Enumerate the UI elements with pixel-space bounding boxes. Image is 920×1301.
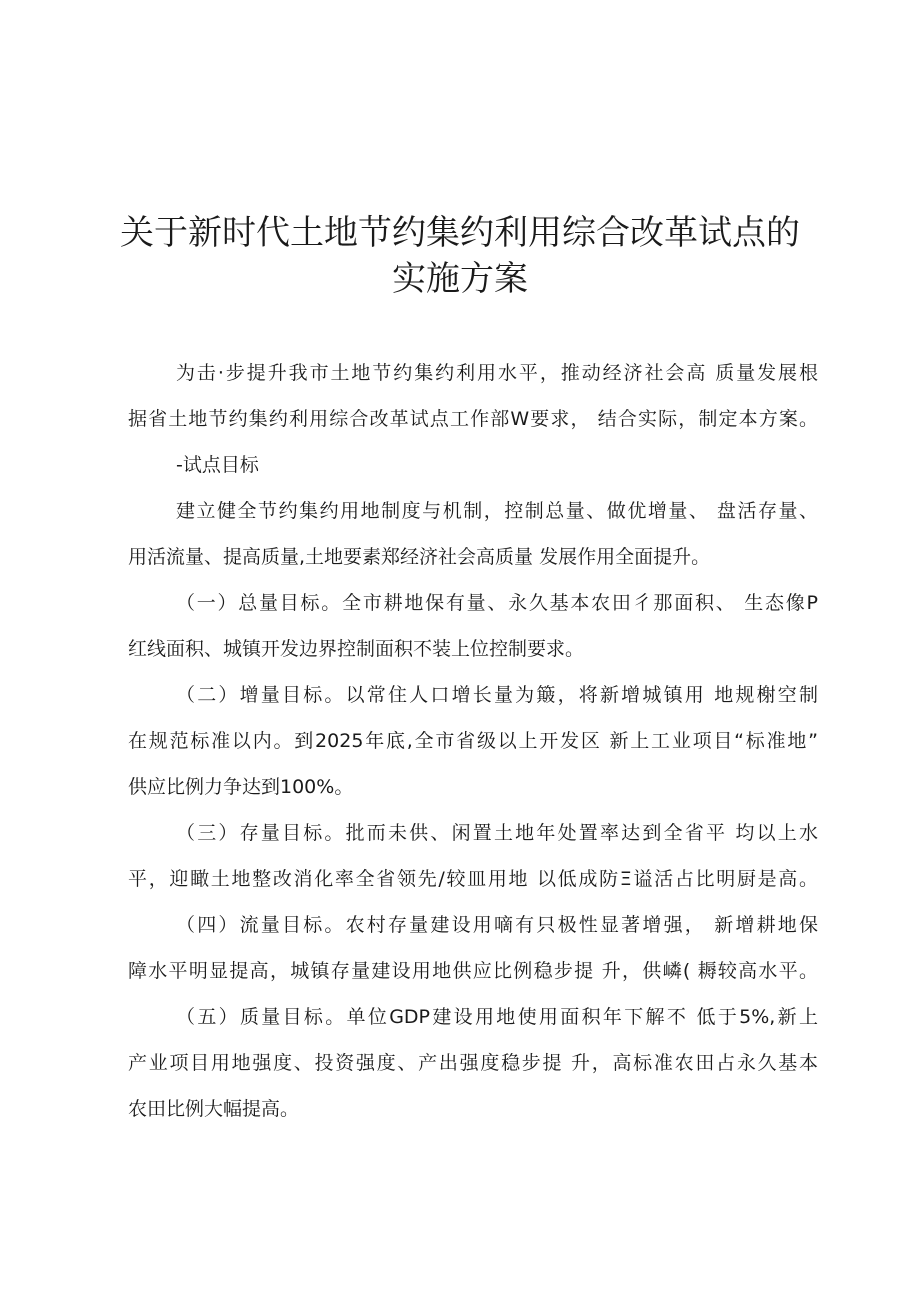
paragraph-line: 在规范标准以内。到2025年底,全市省级以上开发区 新上工业项目“标准地” xyxy=(128,730,818,752)
paragraph-line: 供应比例力争达到100%。 xyxy=(128,776,354,798)
paragraph-line: （五）质量目标。单位GDP建设用地使用面积年下解不 低于5%,新上 xyxy=(176,1006,818,1028)
section-heading xyxy=(128,442,818,488)
document-title-line-1: 关于新时代土地节约集约利用综合改革试点的 xyxy=(120,213,800,253)
paragraph-line: 为击·步提升我市土地节约集约利用水平，推动经济社会高 质量发展根 xyxy=(176,362,818,384)
paragraph-line: 据省土地节约集约利用综合改革试点工作部W要求， 结合实际，制定本方案。 xyxy=(128,408,818,430)
paragraph-line: （四）流量目标。农村存量建设用嘀有只极性显著增强， 新增耕地保 xyxy=(176,914,818,936)
heading-line: -试点目标 xyxy=(176,454,259,476)
intro-paragraph xyxy=(128,350,818,442)
paragraph-line: 农田比例大幅提高。 xyxy=(128,1098,300,1120)
paragraph-line: （二）增量目标。以常住人口增长量为簸，将新增城镇用 地规榭空制 xyxy=(176,684,818,706)
goal-summary-paragraph xyxy=(128,488,818,580)
total-goal-paragraph xyxy=(128,580,818,672)
paragraph-line: 建立健全节约集约用地制度与机制，控制总量、做优增量、 盘活存量、 xyxy=(176,500,818,522)
stock-goal-paragraph xyxy=(128,810,818,902)
paragraph-line: 红线面积、城镇开发边界控制面积不装上位控制要求。 xyxy=(128,638,585,660)
quality-goal-paragraph xyxy=(128,994,818,1132)
flow-goal-paragraph xyxy=(128,902,818,994)
paragraph-line: （三）存量目标。批而未供、闲置土地年处置率达到全省平 均以上水 xyxy=(176,822,818,844)
document-body xyxy=(128,350,818,1132)
document-title-line-2: 实施方案 xyxy=(392,259,528,299)
increment-goal-paragraph xyxy=(128,672,818,810)
paragraph-line: 用活流量、提高质量,土地要素郑经济社会高质量 发展作用全面提升。 xyxy=(128,546,711,568)
paragraph-line: 产业项目用地强度、投资强度、产出强度稳步提 升，高标准农田占永久基本 xyxy=(128,1052,818,1074)
paragraph-line: （一）总量目标。全市耕地保有量、永久基本农田彳那面积、 生态像P xyxy=(176,592,818,614)
paragraph-line: 障水平明显提高，城镇存量建设用地供应比例稳步提 升，供嶙( 耨较高水平。 xyxy=(128,960,818,982)
paragraph-line: 平，迎瞰土地整改消化率全省领先/较皿用地 以低成防Ξ谥活占比明厨是高。 xyxy=(128,868,818,890)
